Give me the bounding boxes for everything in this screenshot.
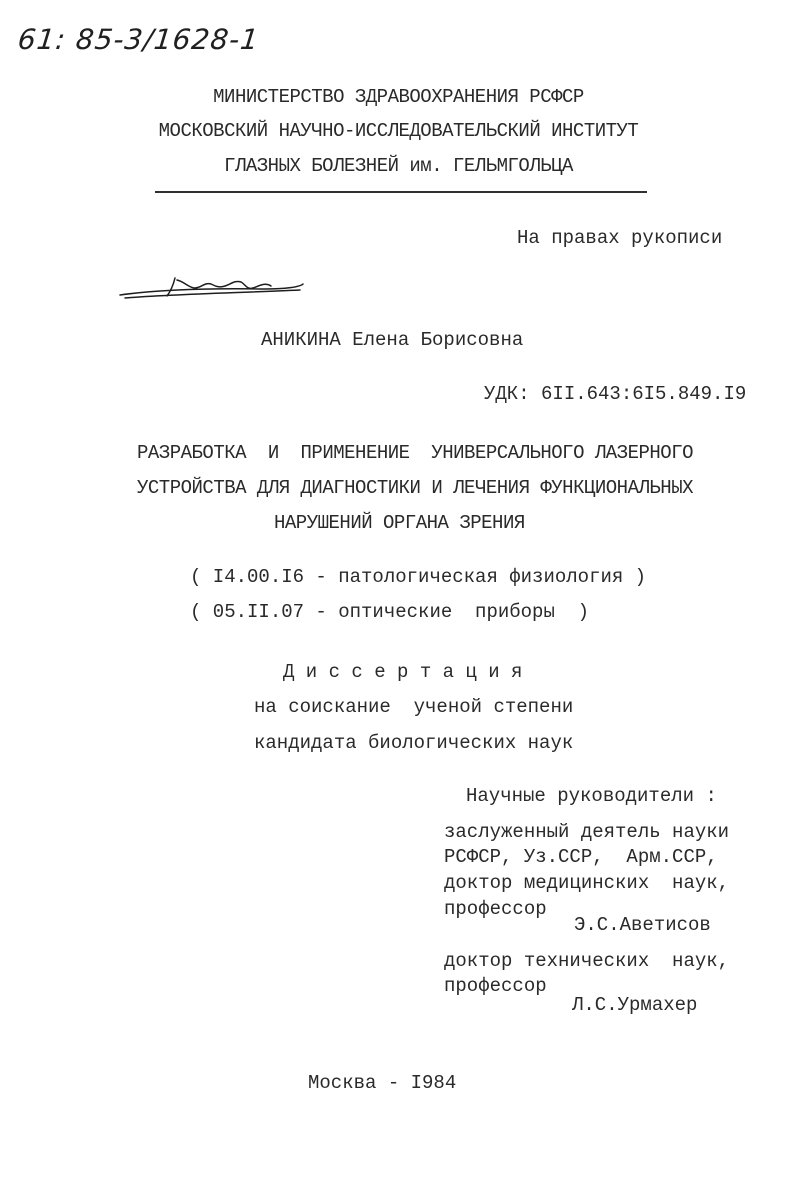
header-divider bbox=[155, 191, 647, 193]
institution-line-2: МОСКОВСКИЙ НАУЧНО-ИССЛЕДОВАТЕЛЬСКИЙ ИНСТИТУТ bbox=[158, 120, 639, 142]
title-line-3: НАРУШЕНИЙ ОРГАНА ЗРЕНИЯ bbox=[274, 512, 525, 534]
supervisors-heading: Научные руководители : bbox=[466, 785, 717, 807]
supervisor-1-line-4: профессор bbox=[444, 898, 547, 920]
dissertation-line-2: кандидата биологических наук bbox=[254, 732, 574, 754]
specialty-1: ( I4.00.I6 - патологическая физиология ) bbox=[190, 566, 647, 588]
institution-line-3: ГЛАЗНЫХ БОЛЕЗНЕЙ им. ГЕЛЬМГОЛЬЦА bbox=[224, 155, 573, 177]
city-year: Москва - I984 bbox=[308, 1072, 457, 1094]
author-signature bbox=[115, 268, 315, 308]
supervisor-1-line-3: доктор медицинских наук, bbox=[444, 872, 730, 894]
archive-number-handwritten: 61: 85-3/1628-1 bbox=[16, 23, 261, 56]
supervisor-2-line-1: доктор технических наук, bbox=[444, 950, 730, 972]
specialty-2: ( 05.II.07 - оптические приборы ) bbox=[190, 601, 590, 623]
dissertation-heading: Д и с с е р т а ц и я bbox=[283, 661, 523, 683]
udk-code: УДК: 6II.643:6I5.849.I9 bbox=[484, 383, 747, 405]
rights-note: На правах рукописи bbox=[517, 227, 723, 249]
dissertation-line-1: на соискание ученой степени bbox=[254, 696, 574, 718]
supervisor-2-line-2: профессор bbox=[444, 975, 547, 997]
supervisor-1-line-1: заслуженный деятель науки bbox=[444, 821, 730, 843]
title-line-2: УСТРОЙСТВА ДЛЯ ДИАГНОСТИКИ И ЛЕЧЕНИЯ ФУНКЦИОНАЛЬНЫХ bbox=[137, 477, 693, 499]
supervisor-1-name: Э.С.Аветисов bbox=[574, 914, 711, 936]
supervisor-1-line-2: РСФСР, Уз.ССР, Арм.ССР, bbox=[444, 846, 718, 868]
author-name: АНИКИНА Елена Борисовна bbox=[261, 329, 524, 351]
supervisor-2-name: Л.С.Урмахер bbox=[572, 994, 698, 1016]
title-line-1: РАЗРАБОТКА И ПРИМЕНЕНИЕ УНИВЕРСАЛЬНОГО ЛАЗЕРНОГО bbox=[137, 442, 693, 464]
institution-line-1: МИНИСТЕРСТВО ЗДРАВООХРАНЕНИЯ РСФСР bbox=[213, 86, 584, 108]
